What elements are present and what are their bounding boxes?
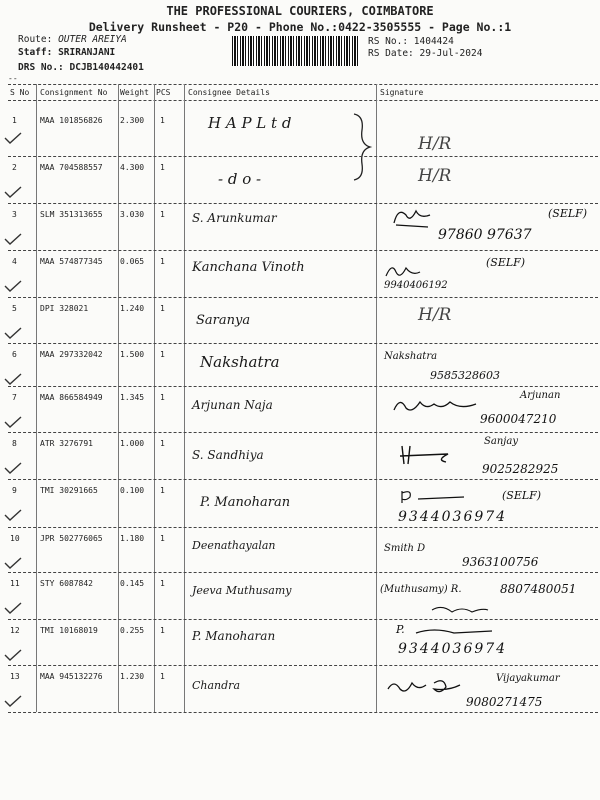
row-consignment: MAA 297332042 xyxy=(40,350,103,359)
row-weight: 1.345 xyxy=(120,393,145,402)
row-weight: 4.300 xyxy=(120,163,145,172)
row-signature: (Muthusamy) R. xyxy=(380,584,462,595)
table-row xyxy=(0,667,600,722)
route-line xyxy=(18,34,127,45)
check-mark-icon xyxy=(4,509,22,521)
col-signature: Signature xyxy=(380,88,424,97)
row-separator xyxy=(8,572,598,573)
check-mark-icon xyxy=(4,132,22,144)
row-consignee: Saranya xyxy=(196,313,251,328)
row-signature: H/R xyxy=(418,305,452,325)
row-sno: 6 xyxy=(12,350,17,359)
row-consignment: JPR 502776065 xyxy=(40,534,103,543)
row-signature-phone: 9585328603 xyxy=(430,369,500,382)
row-signature-phone: 97860 97637 xyxy=(438,227,532,243)
row-separator xyxy=(8,156,598,157)
row-pcs: 1 xyxy=(160,393,165,402)
row-consignment: MAA 704588557 xyxy=(40,163,103,172)
row-separator xyxy=(8,619,598,620)
row-consignment: ATR 3276791 xyxy=(40,439,93,448)
signature-scribble xyxy=(414,625,494,637)
row-separator xyxy=(8,712,598,713)
row-weight: 3.030 xyxy=(120,210,145,219)
signature-scribble xyxy=(390,394,480,416)
row-consignment: TMI 10168019 xyxy=(40,626,98,635)
row-consignee: - d o - xyxy=(218,170,262,188)
rs-no-line xyxy=(368,36,454,47)
row-sno: 13 xyxy=(10,672,20,681)
signature-scribble xyxy=(382,260,422,282)
row-signature: Arjunan xyxy=(520,390,561,401)
row-pcs: 1 xyxy=(160,439,165,448)
drs-value: DCJB140442401 xyxy=(69,62,144,73)
row-consignment: DPI 328021 xyxy=(40,304,89,313)
runsheet-subtitle: Delivery Runsheet - P20 - Phone No.:0422-3505555 - Page No.:1 xyxy=(88,20,512,34)
rs-date-label: RS Date: xyxy=(368,48,414,59)
row-signature-phone: 9344036974 xyxy=(398,509,508,525)
drs-label: DRS No.: xyxy=(18,62,64,73)
row-weight: 1.500 xyxy=(120,350,145,359)
check-mark-icon xyxy=(4,649,22,661)
row-sno: 7 xyxy=(12,393,17,402)
top-mark: -- xyxy=(8,74,18,83)
row-weight: 1.000 xyxy=(120,439,145,448)
check-mark-icon xyxy=(4,233,22,245)
row-consignee: P. Manoharan xyxy=(200,495,291,510)
row-signature: Vijayakumar xyxy=(496,673,560,684)
row-weight: 0.145 xyxy=(120,579,145,588)
row-consignment: MAA 945132276 xyxy=(40,672,103,681)
row-sno: 9 xyxy=(12,486,17,495)
row-separator xyxy=(8,479,598,480)
company-title: THE PROFESSIONAL COURIERS, COIMBATORE xyxy=(166,4,434,18)
row-signature-phone: 9600047210 xyxy=(480,412,557,426)
col-pcs: PCS xyxy=(156,88,171,97)
check-mark-icon xyxy=(4,557,22,569)
row-signature: Smith D xyxy=(384,543,426,554)
col-sno: S No xyxy=(10,88,30,97)
row-consignee: Deenathayalan xyxy=(192,539,276,552)
row-signature-phone: 9363100756 xyxy=(462,555,539,569)
row-signature-phone: 8807480051 xyxy=(500,582,577,596)
check-mark-icon xyxy=(4,280,22,292)
row-pcs: 1 xyxy=(160,486,165,495)
row-signature-phone: 9940406192 xyxy=(384,280,448,291)
row-consignee: Arjunan Naja xyxy=(192,398,273,412)
row-separator xyxy=(8,343,598,344)
brace-icon xyxy=(350,112,374,182)
row-sno: 10 xyxy=(10,534,20,543)
row-consignee: Kanchana Vinoth xyxy=(192,260,305,275)
signature-scribble xyxy=(430,602,490,616)
check-mark-icon xyxy=(4,327,22,339)
row-consignee: H A P L t d xyxy=(208,114,292,132)
row-pcs: 1 xyxy=(160,116,165,125)
header-rule-top xyxy=(8,84,598,85)
row-sno: 4 xyxy=(12,257,17,266)
row-signature: (SELF) xyxy=(502,489,542,502)
row-weight: 0.255 xyxy=(120,626,145,635)
row-consignment: MAA 101856826 xyxy=(40,116,103,125)
header-rule-bottom xyxy=(8,100,598,101)
signature-scribble xyxy=(396,442,452,468)
row-sno: 3 xyxy=(12,210,17,219)
check-mark-icon xyxy=(4,695,22,707)
row-weight: 1.240 xyxy=(120,304,145,313)
row-pcs: 1 xyxy=(160,534,165,543)
row-separator xyxy=(8,203,598,204)
row-pcs: 1 xyxy=(160,626,165,635)
row-separator xyxy=(8,297,598,298)
row-sno: 5 xyxy=(12,304,17,313)
rs-no-label: RS No.: xyxy=(368,36,409,47)
rs-date-value: 29-Jul-2024 xyxy=(419,48,483,59)
row-consignment: TMI 30291665 xyxy=(40,486,98,495)
col-consignment: Consignment No xyxy=(40,88,108,97)
row-separator xyxy=(8,250,598,251)
row-signature-phone: 9025282925 xyxy=(482,462,559,476)
row-pcs: 1 xyxy=(160,672,165,681)
signature-scribble xyxy=(390,205,434,231)
check-mark-icon xyxy=(4,186,22,198)
staff-value: SRIRANJANI xyxy=(58,47,116,58)
route-value: OUTER AREIYA xyxy=(58,34,127,45)
row-consignee: P. Manoharan xyxy=(192,629,276,643)
row-sno: 1 xyxy=(12,116,17,125)
row-pcs: 1 xyxy=(160,257,165,266)
drs-line xyxy=(18,62,144,73)
row-consignee: Nakshatra xyxy=(200,353,280,371)
check-mark-icon xyxy=(4,462,22,474)
row-weight: 0.065 xyxy=(120,257,145,266)
row-weight: 1.180 xyxy=(120,534,145,543)
row-weight: 2.300 xyxy=(120,116,145,125)
check-mark-icon xyxy=(4,373,22,385)
row-signature: (SELF) xyxy=(486,256,526,269)
row-pcs: 1 xyxy=(160,210,165,219)
row-sno: 8 xyxy=(12,439,17,448)
row-separator xyxy=(8,527,598,528)
row-consignment: MAA 574877345 xyxy=(40,257,103,266)
row-pcs: 1 xyxy=(160,304,165,313)
signature-scribble xyxy=(384,675,464,697)
row-weight: 0.100 xyxy=(120,486,145,495)
row-weight: 1.230 xyxy=(120,672,145,681)
row-separator xyxy=(8,386,598,387)
row-consignee: S. Sandhiya xyxy=(192,448,264,462)
row-consignment: STY 6087842 xyxy=(40,579,93,588)
signature-scribble xyxy=(398,487,468,505)
row-consignee: Jeeva Muthusamy xyxy=(192,584,292,597)
rs-no-value: 1404424 xyxy=(413,36,454,47)
row-sno: 2 xyxy=(12,163,17,172)
row-signature-phone: 9080271475 xyxy=(466,695,543,709)
row-pcs: 1 xyxy=(160,579,165,588)
staff-label: Staff: xyxy=(18,47,53,58)
row-consignment: MAA 866584949 xyxy=(40,393,103,402)
rs-date-line xyxy=(368,48,482,59)
row-signature: Nakshatra xyxy=(384,351,438,362)
table-row xyxy=(0,104,600,159)
row-sno: 11 xyxy=(10,579,20,588)
barcode xyxy=(232,36,360,66)
check-mark-icon xyxy=(4,602,22,614)
row-signature: H/R xyxy=(418,166,452,186)
row-signature: H/R xyxy=(418,134,452,154)
row-pcs: 1 xyxy=(160,350,165,359)
row-signature-phone: 9344036974 xyxy=(398,641,508,657)
col-weight: Weight xyxy=(120,88,149,97)
row-signature: Sanjay xyxy=(484,436,518,447)
row-separator xyxy=(8,665,598,666)
row-separator xyxy=(8,432,598,433)
row-consignment: SLM 351313655 xyxy=(40,210,103,219)
route-label: Route: xyxy=(18,34,53,45)
row-signature: (SELF) xyxy=(548,207,588,220)
col-consignee: Consignee Details xyxy=(188,88,270,97)
row-pcs: 1 xyxy=(160,163,165,172)
row-signature: P. xyxy=(396,623,405,636)
row-sno: 12 xyxy=(10,626,20,635)
row-consignee: Chandra xyxy=(192,679,241,692)
staff-line xyxy=(18,47,115,58)
check-mark-icon xyxy=(4,416,22,428)
row-consignee: S. Arunkumar xyxy=(192,211,277,225)
